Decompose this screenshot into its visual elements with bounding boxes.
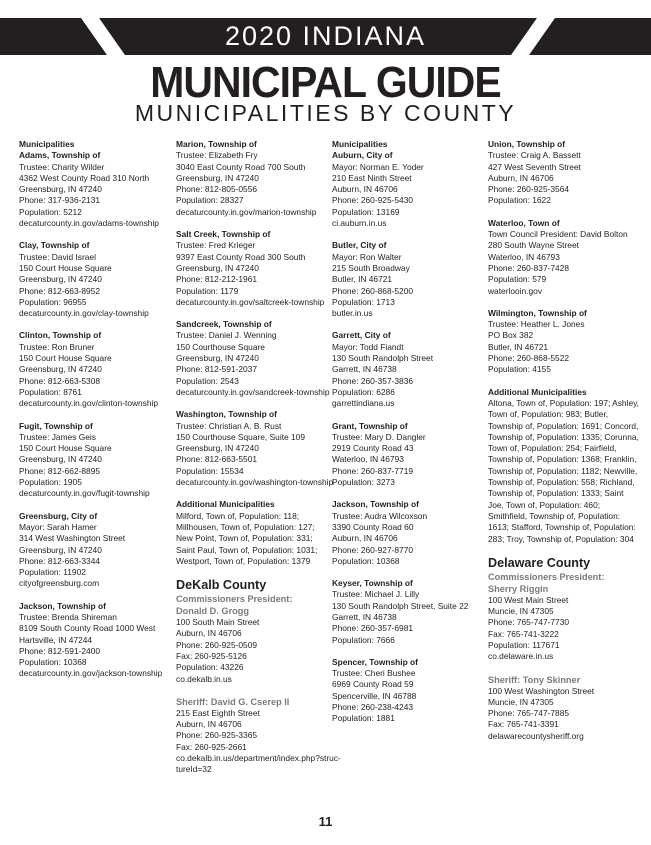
list-item [19,330,171,409]
entry-line: Population: 15534 [176,465,244,476]
entry-line: Greensburg, IN 47240 [19,184,102,195]
entry-line: 427 West Seventh Street [488,161,581,172]
entry-line: 6969 County Road 59 [332,679,414,690]
entry-line: Auburn, IN 46706 [176,628,242,639]
entry-line: 150 Courthouse Square [176,341,265,352]
entry-link[interactable]: decaturcounty.in.gov/sandcreek-township [176,386,330,397]
commissioners-label: Commissioners President: [176,594,293,605]
entry-link[interactable]: decaturcounty.in.gov/washington-township [176,477,334,488]
list-item [176,319,328,398]
entry-line: Mayor: Todd Fiandt [332,341,404,352]
list-item [19,511,171,590]
entry-line: Mayor: Ron Walter [332,251,402,262]
page-subtitle: MUNICIPALITIES BY COUNTY [134,100,517,126]
list-item [332,657,484,725]
entry-line: Phone: 260-925-3564 [488,184,570,195]
list-item [488,218,640,297]
entry-line: 3040 East County Road 700 South [176,161,306,172]
entry-line: Garrett, IN 46738 [332,364,397,375]
entry-line: Phone: 260-238-4243 [332,702,414,713]
entry-line: Phone: 812-663-3344 [19,555,101,566]
entry-line: Town Council President: David Bolton [488,229,628,240]
entry-line: Population: 7666 [332,634,395,645]
entry-line: Greensburg, IN 47240 [176,443,259,454]
entry-line: Population: 2543 [176,375,239,386]
entry-line: Butler, IN 46721 [488,341,549,352]
entry-line: Phone: 260-868-5522 [488,353,570,364]
entry-line: 314 West Washington Street [19,533,126,544]
list-item [332,499,484,567]
entry-line: Phone: 812-805-0556 [176,184,258,195]
entry-link[interactable]: decaturcounty.in.gov/fugit-township [19,488,150,499]
entry-link[interactable]: decaturcounty.in.gov/clay-township [19,308,149,319]
column-3 [332,139,484,736]
entry-title: Sandcreek, Township of [176,319,272,330]
section-label: Municipalities [332,139,388,149]
page-title: MUNICIPAL GUIDE [150,58,501,107]
entry-title: Clay, Township of [19,240,90,251]
entry-line: PO Box 382 [488,330,534,341]
entry-line: 2919 County Road 43 [332,443,414,454]
county-section-delaware [488,556,640,663]
entry-line: Trustee: Mary D. Dangler [332,431,426,442]
entry-line: Population: 1622 [488,195,551,206]
list-item [332,578,484,646]
commissioners-name: Donald D. Grogg [176,606,249,617]
entry-line: Population: 10368 [19,657,87,668]
entry-link[interactable]: decaturcounty.in.gov/jackson-township [19,668,163,679]
entry-line: Phone: 765-747-7885 [488,708,570,719]
column-2 [176,139,341,787]
entry-title: Greensburg, City of [19,510,98,521]
entry-line: Phone: 260-357-6981 [332,623,414,634]
entry-line: Phone: 812-663-5501 [176,454,258,465]
entry-title: Waterloo, Town of [488,217,560,228]
entry-title: Fugit, Township of [19,420,93,431]
banner-title: 2020 INDIANA [224,21,427,51]
entry-line: Phone: 260-925-0509 [176,639,258,650]
list-item [332,240,484,319]
entry-line: Trustee: Fred Krieger [176,240,256,251]
entry-title: Grant, Township of [332,420,408,431]
entry-line: Greensburg, IN 47240 [176,172,259,183]
entry-title: Additional Municipalities [176,499,275,510]
entry-line: Greensburg, IN 47240 [176,262,259,273]
entry-link[interactable]: waterlooin.gov [488,285,543,296]
entry-line: Trustee: Cheri Bushee [332,668,416,679]
entry-line: Muncie, IN 47305 [488,606,554,617]
additional-text: Altona, Town of, Population: 197; Ashley, Town of, Population: 983; Butler, Township of, Population: 1691; Concord, Township of, Population: 1335; Corunna, Town of, Population: 254; Fairfield, Township of, Population: 1368; Franklin, Township of, Population: 1182; Newville, Township of, Population: 558; Richland, Township of, Population: 1333; Saint Joe, Town of, Population: 460; Smithfield, Township of, Population: 1613; Stafford, Township of, Population: 283; Troy, Township of, Population: 304 [488,397,640,544]
entry-line: Waterloo, IN 46793 [332,454,404,465]
entry-line: Muncie, IN 47305 [488,696,554,707]
entry-title: Jackson, Township of [332,499,419,510]
entry-line: Auburn, IN 46706 [332,533,398,544]
entry-line: Butler, IN 46721 [332,274,393,285]
entry-line: Phone: 260-925-3365 [176,730,258,741]
entry-line: Phone: 260-837-7719 [332,465,414,476]
entry-title: Additional Municipalities [488,386,587,397]
entry-line: 150 Court House Square [19,353,112,364]
sheriff-label: Sheriff: David G. Cserep II [176,696,290,707]
entry-line: Population: 10368 [332,555,400,566]
entry-line: Fax: 765-741-3391 [488,719,559,730]
additional-municipalities [176,499,328,567]
entry-title: Salt Creek, Township of [176,229,271,240]
entry-line: Population: 3273 [332,477,395,488]
list-item [19,601,171,680]
entry-line: Trustee: Craig A. Bassett [488,150,581,161]
entry-line: Trustee: David Israel [19,251,96,262]
entry-line: Population: 1179 [176,285,239,296]
entry-line: 130 South Randolph Street [332,353,434,364]
entry-line: Greensburg, IN 47240 [19,274,102,285]
entry-line: Population: 28327 [176,195,244,206]
additional-municipalities [488,387,640,545]
entry-line: 210 East Ninth Street [332,172,412,183]
entry-line: Fax: 260-925-5126 [176,650,247,661]
entry-line: Hartsville, IN 47244 [19,634,93,645]
entry-line: Phone: 260-837-7428 [488,262,570,273]
entry-link[interactable]: co.dekalb.in.us/department/index.php?struc- [176,753,341,764]
entry-line: 150 Court House Square [19,262,112,273]
sheriff-section-delaware [488,674,640,742]
entry-line: 150 Court House Square [19,443,112,454]
county-title: Delaware County [488,555,591,570]
entry-line: Population: 1881 [332,713,395,724]
entry-line: Trustee: Michael J. Lilly [332,589,420,600]
entry-link[interactable]: decaturcounty.in.gov/marion-township [176,206,317,217]
column-4 [488,139,640,753]
entry-line: Population: 96955 [19,296,87,307]
entry-line: Greensburg, IN 47240 [19,364,102,375]
sheriff-label: Sheriff: Tony Skinner [488,674,581,685]
commissioners-name: Sherry Riggin [488,583,549,594]
entry-link[interactable]: co.dekalb.in.us [176,673,232,684]
entry-line: Phone: 260-868-5200 [332,285,414,296]
entry-link[interactable]: decaturcounty.in.gov/clinton-township [19,398,159,409]
entry-line: Trustee: Heather L. Jones [488,319,585,330]
entry-line: Mayor: Sarah Hamer [19,521,97,532]
list-item [176,409,334,488]
entry-line: Population: 117671 [488,639,560,650]
entry-title: Garrett, City of [332,330,391,341]
additional-text: Milford, Town of, Population: 118; Millhousen, Town of, Population: 127; New Point, Town of, Population: 331; Saint Paul, Town of, Population: 1031; Westport, Town of, Population: 1379 [176,510,318,566]
entry-title: Clinton, Township of [19,330,102,341]
entry-link[interactable]: tureId=32 [176,764,212,775]
list-item [19,240,171,319]
entry-title: Auburn, City of [332,150,393,161]
page-number: 11 [318,814,333,829]
entry-line: Phone: 260-925-5430 [332,195,414,206]
entry-line: Trustee: Charity Wilder [19,161,105,172]
entry-link[interactable]: cityofgreensburg.com [19,578,100,589]
list-item [19,421,171,500]
entry-link[interactable]: garrettindiana.us [332,398,395,409]
entry-line: Phone: 812-663-5308 [19,375,101,386]
entry-line: Phone: 765-747-7730 [488,617,570,628]
entry-line: 100 West Washington Street [488,685,595,696]
entry-line: Population: 11902 [19,567,86,578]
entry-line: 9397 East County Road 300 South [176,251,306,262]
entry-line: Auburn, IN 46706 [488,172,554,183]
entry-line: Phone: 812-591-2037 [176,364,258,375]
section-label: Municipalities [19,139,75,149]
entry-title: Marion, Township of [176,139,257,149]
entry-line: Greensburg, IN 47240 [176,353,259,364]
entry-line: Population: 1905 [19,477,82,488]
entry-line: Phone: 812-591-2400 [19,645,101,656]
entry-link[interactable]: decaturcounty.in.gov/adams-township [19,218,159,229]
entry-line: Trustee: Ron Bruner [19,341,95,352]
entry-line: Greensburg, IN 47240 [19,454,102,465]
entry-title: Union, Township of [488,139,566,149]
entry-link[interactable]: decaturcounty.in.gov/saltcreek-township [176,296,325,307]
list-item [332,421,484,489]
commissioners-label: Commissioners President: [488,571,605,582]
entry-line: Trustee: Christian A. B. Rust [176,420,282,431]
entry-link[interactable]: delawarecountysheriff.org [488,730,584,741]
entry-line: Population: 13169 [332,206,400,217]
list-item [488,308,640,376]
entry-line: Population: 8761 [19,386,82,397]
entry-line: 215 South Broadway [332,262,410,273]
entry-line: Population: 4155 [488,364,551,375]
entry-line: 215 East Eighth Street [176,707,260,718]
entry-line: 100 West Main Street [488,594,569,605]
entry-line: Auburn, IN 46706 [176,719,242,730]
entry-line: 100 South Main Street [176,617,260,628]
entry-line: Phone: 260-927-8770 [332,544,414,555]
list-item [176,229,328,308]
list-item [19,150,171,229]
entry-line: Fax: 765-741-3222 [488,628,559,639]
entry-line: Phone: 812-212-1961 [176,274,258,285]
entry-title: Keyser, Township of [332,578,413,589]
entry-line: Population: 6286 [332,386,395,397]
entry-link[interactable]: ci.auburn.in.us [332,218,387,229]
entry-line: Population: 1713 [332,296,395,307]
entry-title: Wilmington, Township of [488,307,587,318]
sheriff-section-dekalb [176,696,341,776]
entry-link[interactable]: co.delaware.in.us [488,651,554,662]
column-1 [19,139,171,691]
entry-line: 150 Courthouse Square, Suite 109 [176,431,305,442]
county-section-dekalb [176,578,328,685]
entry-line: Trustee: Elizabeth Fry [176,150,258,161]
entry-line: Trustee: James Geis [19,431,96,442]
list-item [176,139,328,218]
entry-line: Population: 43226 [176,662,244,673]
entry-line: Garrett, IN 46738 [332,611,397,622]
entry-title: Spencer, Township of [332,656,418,667]
entry-line: Trustee: Brenda Shireman [19,611,117,622]
entry-title: Butler, City of [332,240,387,251]
list-item [332,330,484,409]
entry-line: Phone: 812-663-8952 [19,285,101,296]
county-title: DeKalb County [176,578,267,593]
entry-line: 280 South Wayne Street [488,240,579,251]
entry-link[interactable]: butler.in.us [332,308,373,319]
entry-title: Adams, Township of [19,150,101,161]
entry-line: Fax: 260-925-2661 [176,741,247,752]
entry-title: Jackson, Township of [19,600,106,611]
entry-line: Mayor: Norman E. Yoder [332,161,424,172]
list-item [332,150,484,229]
entry-line: Trustee: Daniel J. Wenning [176,330,277,341]
entry-line: Phone: 260-357-3836 [332,375,414,386]
entry-line: 130 South Randolph Street, Suite 22 [332,600,469,611]
entry-line: 8109 South County Road 1000 West [19,623,156,634]
entry-line: Population: 5212 [19,206,82,217]
entry-line: Waterloo, IN 46793 [488,251,560,262]
entry-line: Greensburg, IN 47240 [19,544,102,555]
entry-line: Population: 579 [488,274,547,285]
entry-line: Spencerville, IN 46788 [332,690,417,701]
entry-line: Phone: 812-662-8895 [19,465,101,476]
entry-line: Auburn, IN 46706 [332,184,398,195]
entry-line: Phone: 317-936-2131 [19,195,101,206]
list-item [488,139,640,207]
entry-line: 3390 County Road 60 [332,521,414,532]
entry-line: 4362 West County Road 310 North [19,172,150,183]
entry-line: Trustee: Audra Wilcoxson [332,510,428,521]
entry-title: Washington, Township of [176,409,277,420]
